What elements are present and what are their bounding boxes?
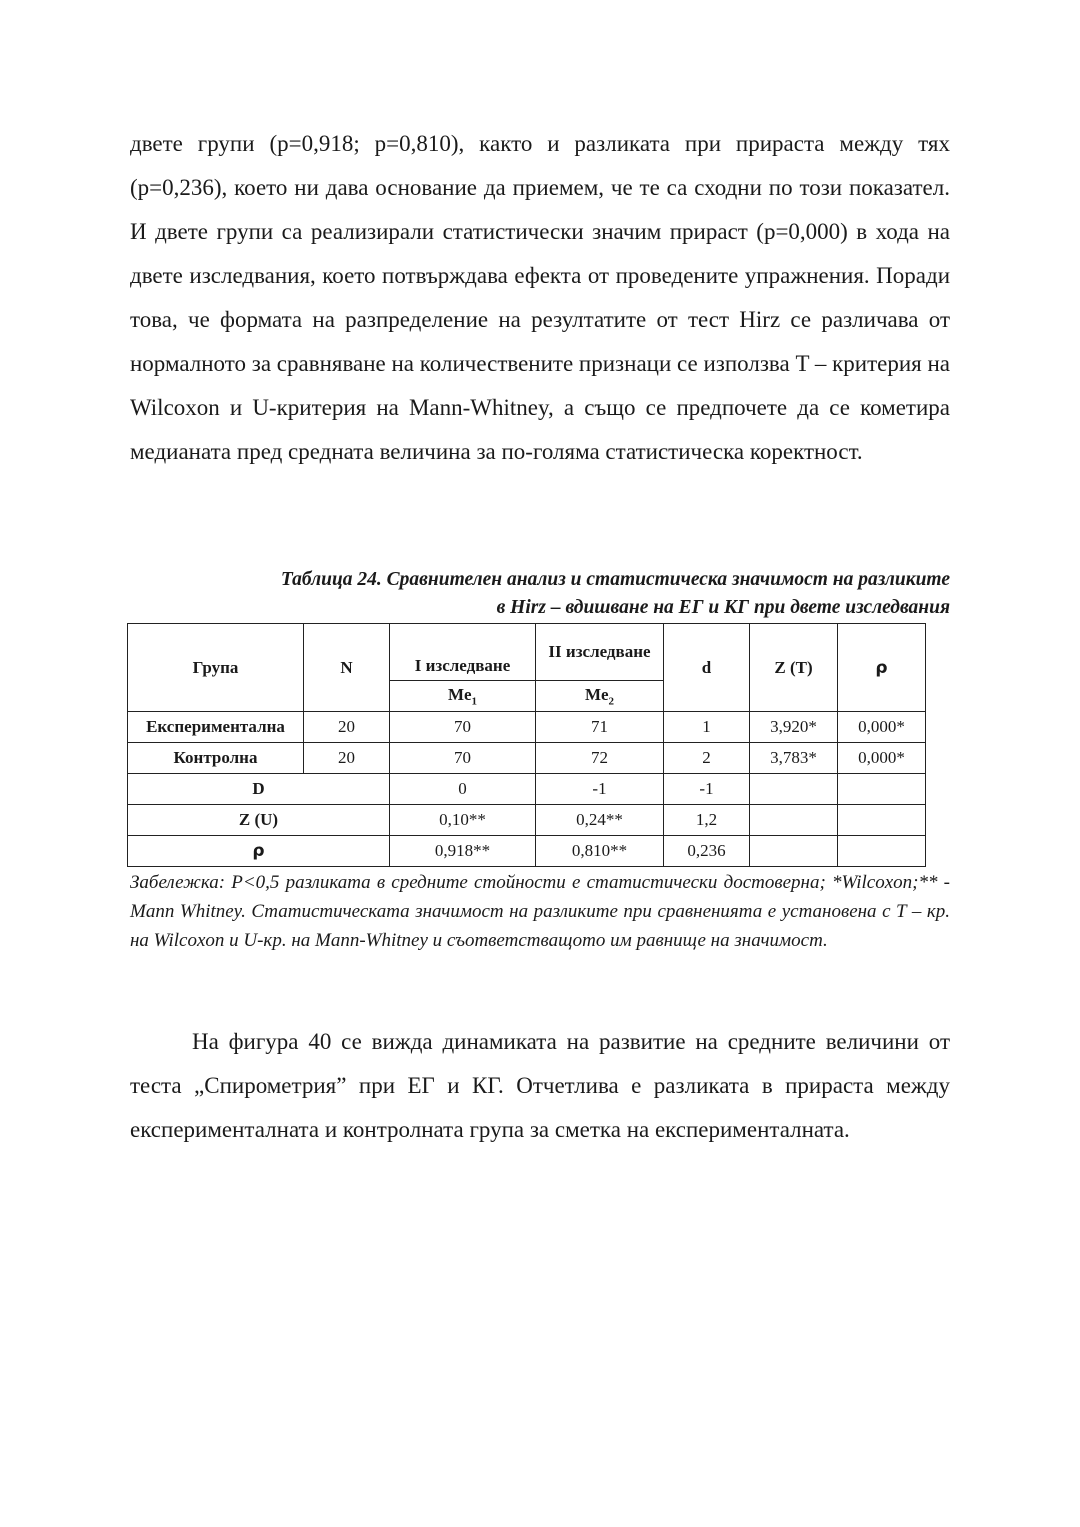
cell-rho: 0,000*: [838, 712, 926, 743]
cell-d: 1: [664, 712, 750, 743]
summary-d: 0,236: [664, 836, 750, 867]
summary-label: D: [128, 774, 390, 805]
summary-empty: [750, 774, 838, 805]
summary-study-2: -1: [536, 774, 664, 805]
summary-row: [128, 805, 926, 836]
summary-row: [128, 836, 926, 867]
summary-label: ρ: [128, 836, 390, 867]
header-study-1: I изследване: [390, 624, 536, 681]
body-paragraph-bottom: На фигура 40 се вижда динамиката на развитие на средните величини от теста „Спирометрия” при ЕГ и КГ. Отчетлива е разликата в прираста между експерименталната и контролната група за сметка на експерименталната.: [130, 1029, 950, 1142]
summary-study-1: 0,918**: [390, 836, 536, 867]
cell-study-1: 70: [390, 712, 536, 743]
cell-study-2: 72: [536, 743, 664, 774]
header-study-2: II изследване: [536, 624, 664, 681]
summary-study-1: 0,10**: [390, 805, 536, 836]
cell-group: Експериментална: [128, 712, 304, 743]
table-row: [128, 743, 926, 774]
header-rho: ρ: [838, 624, 926, 712]
summary-study-2: 0,24**: [536, 805, 664, 836]
summary-empty: [838, 805, 926, 836]
header-me-1: $Me_1$: [390, 681, 536, 712]
results-table: [127, 623, 926, 867]
header-z-t: Z (T): [750, 624, 838, 712]
body-paragraph-top: двете групи (p=0,918; p=0,810), както и разликата при прираста между тях (p=0,236), което ни дава основание да приемем, че те са сходни по този показател. И двете групи са реализирали статистически значим прираст (p=0,000) в хода на двете изследвания, което потвърждава ефекта от проведените упражнения. Поради това, че формата на разпределение на резултатите от тест Hirz се различава от нормалното за сравняване на количествените признаци се използва T – критерия на Wilcoxon и U-критерия на Mann-Whitney, а също се предпочете да се кометира медианата пред средната величина за по-голяма статистическа коректност.: [130, 131, 950, 464]
cell-n: 20: [304, 712, 390, 743]
summary-d: 1,2: [664, 805, 750, 836]
cell-rho: 0,000*: [838, 743, 926, 774]
table-caption-line-2: в Hirz – вдишване на ЕГ и КГ при двете изследвания: [496, 597, 950, 618]
header-me-2: $Me_2$: [536, 681, 664, 712]
summary-d: -1: [664, 774, 750, 805]
cell-z-t: 3,783*: [750, 743, 838, 774]
summary-row: [128, 774, 926, 805]
summary-empty: [838, 774, 926, 805]
summary-study-1: 0: [390, 774, 536, 805]
table-note: Забележка: P<0,5 разликата в средните стойности е статистически достоверна; *Wilcoxon;** - Mann Whitney. Статистическата значимост на разликите при сравненията е установена с T – кр. на Wilcoxon и U-кр. на Mann-Whitney и съответстващото им равнище на значимост.: [130, 872, 950, 951]
table-caption-line-1: Таблица 24. Сравнителен анализ и статистическа значимост на разликите: [280, 569, 950, 590]
table-row: [128, 712, 926, 743]
summary-empty: [750, 836, 838, 867]
summary-empty: [838, 836, 926, 867]
table-header-row: [128, 624, 926, 681]
header-d: d: [664, 624, 750, 712]
table-caption: [130, 566, 950, 622]
summary-study-2: 0,810**: [536, 836, 664, 867]
cell-group: Контролна: [128, 743, 304, 774]
header-n: N: [304, 624, 390, 712]
cell-d: 2: [664, 743, 750, 774]
cell-study-2: 71: [536, 712, 664, 743]
cell-study-1: 70: [390, 743, 536, 774]
cell-z-t: 3,920*: [750, 712, 838, 743]
header-group: Група: [128, 624, 304, 712]
cell-n: 20: [304, 743, 390, 774]
summary-label: Z (U): [128, 805, 390, 836]
summary-empty: [750, 805, 838, 836]
